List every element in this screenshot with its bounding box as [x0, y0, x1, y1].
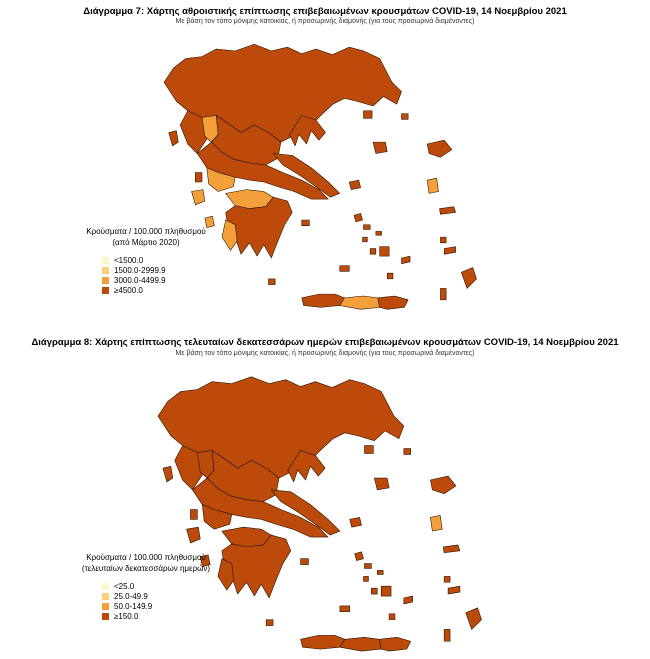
region-paros: [370, 249, 376, 255]
legend-swatch: [102, 277, 109, 284]
region-syros: [364, 576, 369, 581]
region-samothrace: [402, 114, 409, 120]
legend-item: [102, 275, 226, 285]
map-title: Διάγραμμα 8: Χάρτης επίπτωσης τελευταίων δεκατεσσάρων ημερών επιβεβαιωμένων κρουσμάτων COVID-19, 14 Νοεμβρίου 2021: [31, 337, 619, 348]
legend-label: 25.0-49.9: [114, 591, 148, 601]
region-kefalonia: [187, 527, 201, 543]
legend-title-line1: Κρούσματα / 100.000 πληθυσμού: [86, 553, 206, 562]
region-thasos: [364, 111, 373, 119]
legend-label: <1500.0: [114, 255, 144, 265]
region-syros: [363, 237, 368, 242]
legend-swatch: [102, 603, 109, 610]
region-milos: [340, 266, 350, 272]
region-karpathos: [440, 288, 446, 299]
region-skyros: [350, 517, 362, 527]
legend-item: [102, 581, 226, 591]
region-kalymnos: [444, 576, 450, 582]
region-rhodes: [466, 608, 482, 630]
map-subtitle: Με βάση τον τόπο μόνιμης κατοικίας, ή προσωρινής διαμονής (για τους προσωρινά διαμένοντες): [175, 350, 475, 357]
legend-swatch: [102, 583, 109, 590]
region-santorini: [387, 273, 393, 279]
region-lemnos: [373, 142, 387, 153]
legend-item: [102, 601, 226, 611]
region-crete-central: [340, 637, 381, 651]
region-mykonos: [376, 231, 382, 235]
legend-label: <25.0: [114, 581, 135, 591]
region-samos: [443, 545, 460, 553]
legend-title-line2: (από Μάρτιο 2020): [112, 238, 180, 247]
region-amorgos: [402, 256, 411, 264]
legend-item: [102, 591, 226, 601]
region-skyros: [349, 180, 360, 190]
region-milos: [340, 606, 350, 612]
region-corfu: [169, 131, 179, 146]
map-legend: [66, 552, 226, 621]
legend-title-line1: Κρούσματα / 100.000 πληθυσμού: [86, 227, 206, 236]
region-kythira: [269, 279, 276, 285]
map-legend: [66, 226, 226, 295]
legend-items: [102, 255, 226, 295]
region-salamina-aegina: [302, 220, 310, 226]
legend-swatch: [102, 287, 109, 294]
legend-swatch: [102, 267, 109, 274]
region-thasos: [365, 446, 374, 454]
region-kos: [444, 247, 455, 255]
region-lemnos: [374, 478, 389, 490]
region-lefkada: [190, 510, 197, 520]
legend-label: 50.0-149.9: [114, 601, 153, 611]
legend-item: [102, 611, 226, 621]
legend-item: [102, 265, 226, 275]
legend-label: 3000.0-4499.9: [114, 275, 166, 285]
region-andros: [354, 213, 363, 222]
region-kalymnos: [440, 237, 446, 243]
region-mykonos: [377, 570, 383, 574]
region-crete-east: [378, 296, 408, 309]
region-andros: [355, 552, 364, 561]
legend-label: 1500.0-2999.9: [114, 265, 166, 275]
legend-swatch: [102, 257, 109, 264]
region-tinos: [364, 225, 371, 230]
region-crete-west: [302, 294, 345, 307]
region-kythira: [266, 620, 273, 626]
map-title: Διάγραμμα 7: Χάρτης αθροιστικής επίπτωσης επιβεβαιωμένων κρουσμάτων COVID-19, 14 Νοεμβρίου 2021: [83, 6, 567, 17]
region-chios: [427, 178, 438, 193]
legend-title-line2: (τελευταίων δεκατεσσάρων ημερών): [81, 564, 211, 573]
legend-item: [102, 255, 226, 265]
region-kos: [448, 586, 460, 594]
map-subtitle: Με βάση τον τόπο μόνιμης κατοικίας, ή προσωρινής διαμονής (για τους προσωρινά διαμένοντες): [175, 18, 475, 25]
region-tinos: [365, 564, 372, 569]
map-panel-14-day: [0, 330, 650, 659]
map-panel-cumulative: [0, 0, 650, 320]
region-lesvos: [430, 476, 456, 494]
region-lefkada: [195, 173, 202, 183]
region-amorgos: [404, 596, 413, 604]
legend-title: [66, 226, 226, 248]
legend-label: ≥150.0: [114, 611, 139, 621]
region-santorini: [389, 614, 395, 620]
legend-swatch: [102, 613, 109, 620]
region-karpathos: [444, 629, 450, 641]
region-naxos: [381, 586, 391, 596]
region-samos: [440, 207, 456, 215]
legend-item: [102, 285, 226, 295]
region-samothrace: [404, 449, 411, 455]
legend-label: ≥4500.0: [114, 285, 143, 295]
legend-title: [66, 552, 226, 574]
region-rhodes: [461, 268, 476, 289]
region-chios: [430, 515, 442, 531]
region-naxos: [380, 247, 390, 257]
region-crete-east: [379, 637, 410, 651]
legend-swatch: [102, 593, 109, 600]
region-crete-central: [340, 296, 380, 309]
region-paros: [371, 588, 377, 594]
region-salamina-aegina: [301, 559, 309, 565]
region-lesvos: [427, 140, 452, 157]
region-corfu: [163, 466, 173, 482]
region-kefalonia: [192, 190, 205, 205]
legend-items: [102, 581, 226, 621]
region-crete-west: [301, 635, 345, 649]
